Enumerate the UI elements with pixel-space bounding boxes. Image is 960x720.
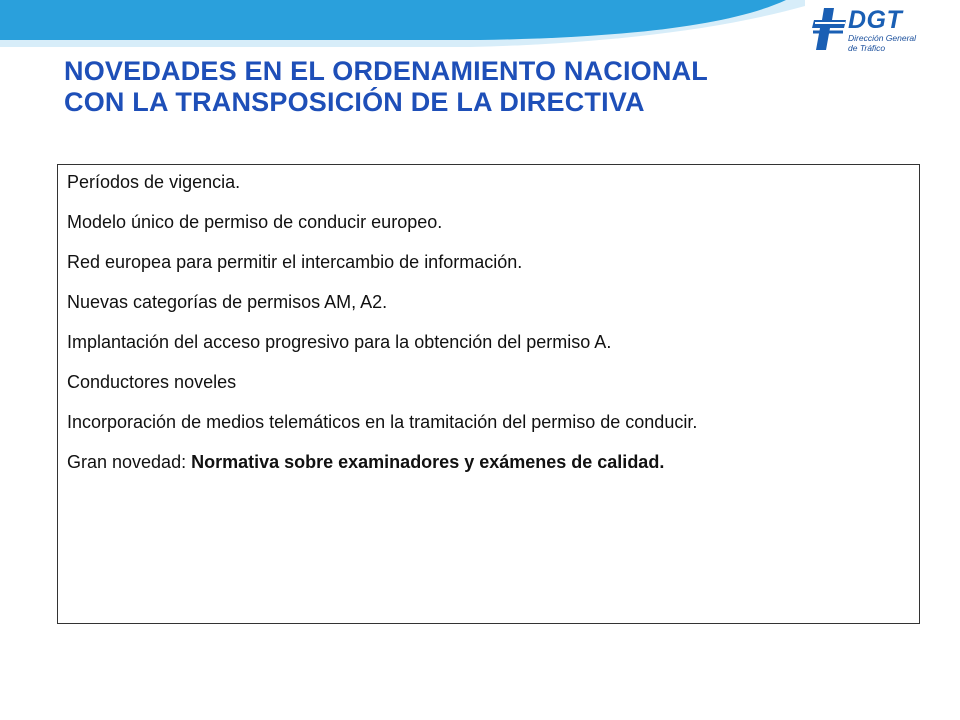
dgt-logo <box>812 6 952 62</box>
logo-subtitle-line-2: de Tráfico <box>848 42 886 53</box>
novedades-list <box>58 165 919 472</box>
list-item: Nuevas categorías de permisos AM, A2. <box>67 292 388 312</box>
list-item: Implantación del acceso progresivo para la obtención del permiso A. <box>67 332 612 352</box>
logo-subtitle-line-1: Dirección General <box>848 33 917 43</box>
list-item: Red europea para permitir el intercambio de información. <box>67 252 523 272</box>
logo-brand: DGT <box>848 6 903 34</box>
page-title <box>64 56 824 118</box>
list-item: Modelo único de permiso de conducir europeo. <box>67 212 443 232</box>
page-title-line-1: NOVEDADES EN EL ORDENAMIENTO NACIONAL <box>64 56 708 86</box>
list-item: Incorporación de medios telemáticos en la tramitación del permiso de conducir. <box>67 412 698 432</box>
page-title-line-2: CON LA TRANSPOSICIÓN DE LA DIRECTIVA <box>64 87 645 117</box>
dgt-cross-icon <box>812 8 846 50</box>
list-item: Períodos de vigencia. <box>67 172 241 192</box>
list-item: Conductores noveles <box>67 372 237 392</box>
content-box <box>57 164 920 624</box>
list-item-lead: Gran novedad: <box>67 452 192 472</box>
list-item-highlight <box>67 452 919 472</box>
list-item-bold: Normativa sobre examinadores y exámenes de calidad. <box>191 452 665 472</box>
